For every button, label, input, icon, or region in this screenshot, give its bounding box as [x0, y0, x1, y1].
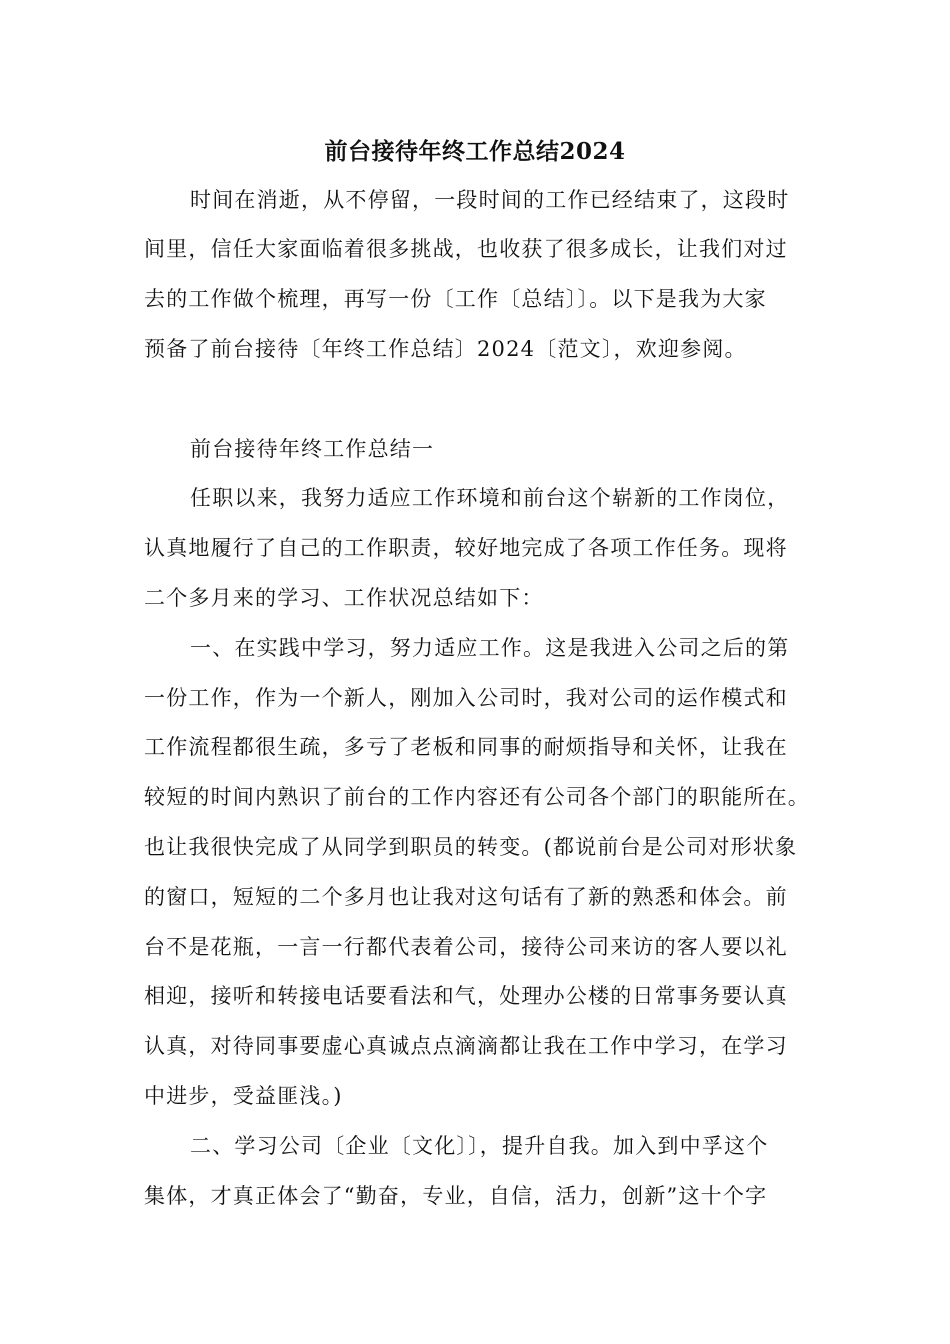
document-title: 前台接待年终工作总结2024 — [324, 138, 626, 165]
paragraph-line: 认真地履行了自己的工作职责，较好地完成了各项工作任务。现将 — [144, 536, 788, 560]
paragraph-line: 的窗口，短短的二个多月也让我对这句话有了新的熟悉和体会。前 — [144, 885, 788, 909]
paragraph-line: 二个多月来的学习、工作状况总结如下： — [144, 586, 544, 610]
paragraph-line: 去的工作做个梳理，再写一份〔工作〔总结〕〕。以下是我为大家 — [144, 287, 767, 311]
paragraph-line: 任职以来，我努力适应工作环境和前台这个崭新的工作岗位， — [190, 486, 790, 510]
paragraph-line: 也让我很快完成了从同学到职员的转变。(都说前台是公司对形状象 — [144, 835, 798, 859]
paragraph-line: 认真，对待同事要虚心真诚点点滴滴都让我在工作中学习，在学习 — [144, 1034, 788, 1058]
paragraph-line: 间里，信任大家面临着很多挑战，也收获了很多成长，让我们对过 — [144, 237, 788, 261]
paragraph-line: 相迎，接听和转接电话要看法和气，处理办公楼的日常事务要认真 — [144, 984, 788, 1008]
section-heading: 前台接待年终工作总结一 — [190, 437, 435, 461]
paragraph-line: 预备了前台接待〔年终工作总结〕2024〔范文〕，欢迎参阅。 — [144, 337, 747, 361]
paragraph-line: 二、学习公司〔企业〔文化〕〕，提升自我。加入到中孚这个 — [190, 1134, 769, 1158]
paragraph-line: 一份工作，作为一个新人，刚加入公司时，我对公司的运作模式和 — [144, 686, 788, 710]
paragraph-line: 台不是花瓶，一言一行都代表着公司，接待公司来访的客人要以礼 — [144, 935, 788, 959]
paragraph-line: 较短的时间内熟识了前台的工作内容还有公司各个部门的职能所在。 — [144, 785, 810, 809]
paragraph-line: 一、在实践中学习，努力适应工作。这是我进入公司之后的第 — [190, 636, 790, 660]
paragraph-line: 集体，才真正体会了“勤奋，专业，自信，活力，创新”这十个字 — [144, 1184, 768, 1208]
paragraph-line: 时间在消逝，从不停留，一段时间的工作已经结束了，这段时 — [190, 188, 790, 212]
paragraph-line: 工作流程都很生疏，多亏了老板和同事的耐烦指导和关怀，让我在 — [144, 735, 788, 759]
paragraph-line: 中进步，受益匪浅。) — [144, 1084, 343, 1108]
